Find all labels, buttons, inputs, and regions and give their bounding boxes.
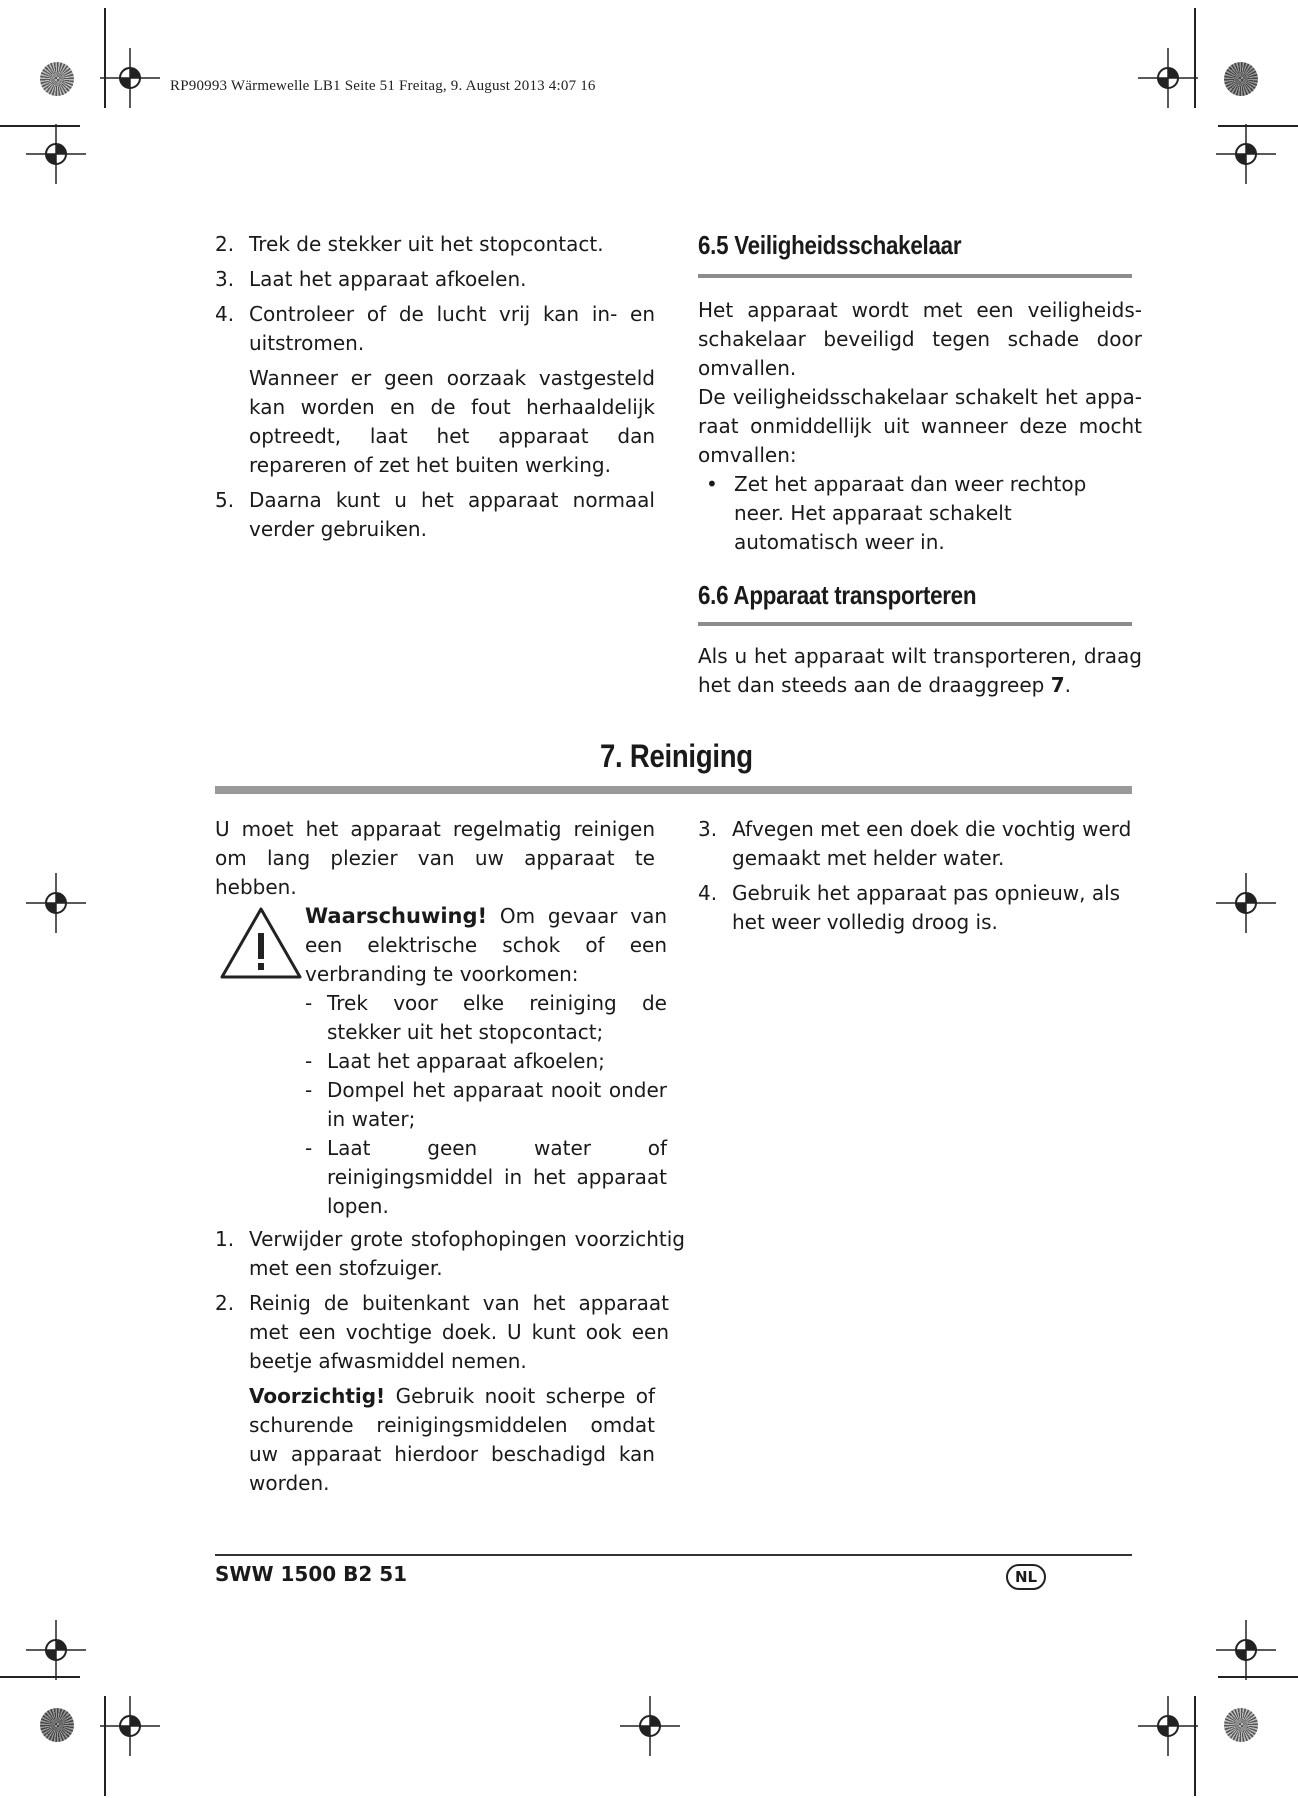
caution-text: Gebruik nooit scherpe of schurende reinigingsmiddelen omdat uw apparaat hierdoor beschadigd kan worden.: [249, 1384, 655, 1495]
registration-mark: [100, 1696, 160, 1756]
registration-mark: [1216, 124, 1276, 184]
color-calibration-circle: [1224, 62, 1258, 96]
crop-line: [1218, 1676, 1298, 1678]
list-item: [215, 230, 655, 259]
crop-line: [104, 1696, 106, 1796]
warning-triangle-icon: [218, 905, 304, 981]
footer-model: SWW 1500 B2 51: [215, 1562, 408, 1586]
dash-marker: -: [305, 1136, 313, 1160]
bullet-item: [698, 470, 1142, 557]
dash-marker: -: [305, 991, 313, 1015]
registration-mark: [26, 124, 86, 184]
list-item: [215, 300, 655, 358]
registration-mark: [26, 873, 86, 933]
registration-mark: [1216, 1620, 1276, 1680]
list-number: 2.: [215, 232, 235, 256]
crop-line: [104, 8, 106, 108]
registration-mark: [100, 48, 160, 108]
warning-list-item: [305, 1047, 667, 1076]
list-text: Gebruik het apparaat pas opnieuw, als het weer volledig droog is.: [732, 881, 1121, 934]
section-6-6-body: [698, 642, 1142, 700]
section-heading: 6.6 Apparaat transporteren: [698, 580, 977, 610]
list-item: [215, 1289, 669, 1376]
note-paragraph: Wanneer er geen oorzaak vastgesteld kan worden en de fout herhaaldelijk optreedt, laat het apparaat dan repareren of zet het buiten werking.: [249, 366, 655, 477]
list-text: Afvegen met een doek die vochtig werd gemaakt met helder water.: [732, 817, 1132, 870]
caution-label: Voorzichtig!: [249, 1384, 386, 1408]
color-calibration-circle: [40, 1708, 74, 1742]
list-text: Trek de stekker uit het stopcontact.: [249, 232, 604, 256]
warning-list-item: [305, 1076, 667, 1134]
registration-mark: [1138, 48, 1198, 108]
list-text: Reinig de buitenkant van het apparaat met een vochtige doek. U kunt ook een beetje afwasmiddel nemen.: [249, 1291, 669, 1373]
warning-text: Om gevaar van een elektrische schok of een verbranding te voorkomen:: [305, 904, 667, 986]
crop-line: [1194, 8, 1196, 108]
list-item: [698, 879, 1142, 937]
left-column-top: [215, 230, 655, 550]
list-number: 3.: [215, 267, 235, 291]
warning-block: [305, 902, 667, 1221]
registration-mark: [26, 1620, 86, 1680]
list-item: [215, 1225, 685, 1283]
footer-rule: [215, 1554, 1132, 1556]
paragraph: Als u het apparaat wilt transporteren, draag het dan steeds aan de draaggreep: [698, 644, 1142, 697]
bullet-text: Zet het apparaat dan weer rechtop neer. Het apparaat schakelt automatisch weer in.: [734, 472, 1087, 554]
warning-item-text: Laat het apparaat afkoelen;: [327, 1049, 605, 1073]
chapter-rule: [215, 786, 1132, 794]
list-item: [215, 486, 655, 544]
warning-label: Waarschuwing!: [305, 904, 488, 928]
list-text: Verwijder grote stofophopingen voorzichtig met een stofzuiger.: [249, 1227, 685, 1280]
paragraph: De veiligheidsschakelaar schakelt het appa-raat onmiddellijk uit wanneer deze mocht omvallen:: [698, 385, 1142, 467]
chapter-heading: 7. Reiniging: [600, 738, 753, 774]
registration-mark: [1216, 873, 1276, 933]
crop-line: [0, 125, 80, 127]
cleaning-steps-left: [215, 1225, 685, 1504]
warning-item-text: Dompel het apparaat nooit onder in water;: [327, 1078, 667, 1131]
print-header: RP90993 Wärmewelle LB1 Seite 51 Freitag, 9. August 2013 4:07 16: [170, 78, 596, 94]
punctuation: .: [1064, 673, 1071, 697]
list-item: [215, 265, 655, 294]
list-text: Controleer of de lucht vrij kan in- en uitstromen.: [249, 302, 655, 355]
cleaning-steps-right: [698, 815, 1142, 943]
caution-paragraph: [215, 1382, 655, 1498]
color-calibration-circle: [1224, 1708, 1258, 1742]
registration-mark: [620, 1696, 680, 1756]
list-number: 4.: [698, 881, 718, 905]
heading-rule: [698, 622, 1132, 626]
warning-text-block: [305, 902, 667, 989]
list-number: 3.: [698, 817, 718, 841]
list-number: 2.: [215, 1291, 235, 1315]
bullet-dot: •: [706, 472, 718, 496]
list-item: [698, 815, 1142, 873]
registration-mark: [1138, 1696, 1198, 1756]
crop-line: [1218, 125, 1298, 127]
list-text: Daarna kunt u het apparaat normaal verder gebruiken.: [249, 488, 655, 541]
reference-number: 7: [1050, 673, 1065, 697]
section-7-intro: U moet het apparaat regelmatig reinigen om lang plezier van uw apparaat te hebben.: [215, 817, 655, 899]
warning-list-item: [305, 1134, 667, 1221]
color-calibration-circle: [40, 62, 74, 96]
list-text: Laat het apparaat afkoelen.: [249, 267, 527, 291]
section-6-5-body: [698, 296, 1142, 557]
crop-line: [0, 1676, 80, 1678]
dash-marker: -: [305, 1078, 313, 1102]
section-heading: 6.5 Veiligheidsschakelaar: [698, 230, 962, 260]
list-number: 5.: [215, 488, 235, 512]
language-badge: NL: [1006, 1564, 1046, 1590]
paragraph: Het apparaat wordt met een veiligheids-schakelaar beveiligd tegen schade door omvallen.: [698, 298, 1142, 380]
warning-item-text: Laat geen water of reinigingsmiddel in het apparaat lopen.: [327, 1136, 667, 1218]
crop-line: [1194, 1696, 1196, 1796]
warning-item-text: Trek voor elke reiniging de stekker uit het stopcontact;: [327, 991, 667, 1044]
dash-marker: -: [305, 1049, 313, 1073]
list-number: 1.: [215, 1227, 235, 1251]
heading-rule: [698, 274, 1132, 278]
list-number: 4.: [215, 302, 235, 326]
warning-list-item: [305, 989, 667, 1047]
